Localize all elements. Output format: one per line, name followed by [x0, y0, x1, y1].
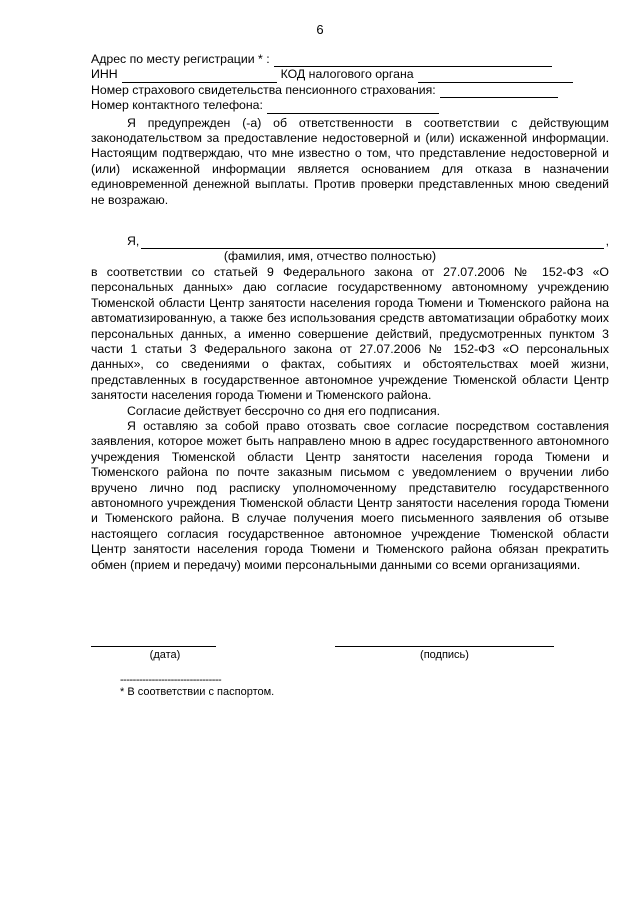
i-prefix: Я, — [127, 234, 140, 249]
tax-code-line[interactable] — [418, 70, 573, 83]
inn-label: ИНН — [91, 67, 118, 82]
address-label: Адрес по месту регистрации * : — [91, 52, 270, 66]
i-suffix: , — [605, 234, 609, 249]
full-name-line[interactable] — [141, 236, 603, 249]
address-line[interactable] — [274, 54, 552, 67]
phone-field — [91, 98, 609, 113]
date-caption: (дата) — [149, 649, 181, 661]
tax-code-label: КОД налогового органа — [280, 67, 414, 82]
footnote — [120, 674, 274, 698]
signature-line[interactable] — [335, 646, 554, 647]
pension-label: Номер страхового свидетельства пенсионного страхования: — [91, 82, 436, 97]
document-body — [91, 52, 609, 573]
name-line-row — [91, 234, 609, 249]
signature-caption: (подпись) — [420, 649, 469, 661]
address-field — [91, 52, 609, 67]
phone-line[interactable] — [267, 101, 439, 114]
footnote-separator: -------------------------------- — [120, 674, 222, 686]
pension-line[interactable] — [440, 85, 558, 98]
phone-label: Номер контактного телефона: — [91, 98, 263, 113]
warning-paragraph: Я предупрежден (-а) об ответственности в соответствии с действующим законодательством за предоставление недостоверной и (или) искаженной информации. Настоящим подтверждаю, что мне известно о том, что представление недостоверной и (или) искаженной информации является основанием для отказа в назначении единовременной денежной выплаты. Против проверки представленных мною сведений не возражаю. — [91, 115, 609, 207]
page-number: 6 — [316, 22, 324, 37]
name-caption: (фамилия, имя, отчество полностью) — [223, 249, 437, 264]
revocation-paragraph: Я оставляю за собой право отозвать свое согласие посредством составления заявления, которое может быть направлено мною в адрес государственного автономного учреждения Тюменской области Центр занятости населения города Тюмени и Тюменского района по почте заказным письмом с уведомлением о вручении либо вручено лично под расписку уполномоченному представителю государственного автономного учреждения Тюменской области Центр занятости населения города Тюмени и Тюменского района. В случае получения моего письменного заявления об отзыве настоящего согласия государственное автономное учреждение Тюменской области Центр занятости населения города Тюмени и Тюменского района обязан прекратить обмен (прием и передачу) моими персональными данными со всеми организациями. — [91, 418, 609, 572]
footnote-text: * В соответствии с паспортом. — [120, 686, 275, 698]
date-line[interactable] — [91, 646, 216, 647]
consent-paragraph: в соответствии со статьей 9 Федерального закона от 27.07.2006 № 152-ФЗ «О персональных данных» даю согласие государственному автономному учреждению Тюменской области Центр занятости населения города Тюмени и Тюменского района на автоматизированную, а также без использования средств автоматизации обработку моих персональных данных, а именно совершение действий, предусмотренных пунктом 3 части 1 статьи 3 Федерального закона от 27.07.2006 № 152-ФЗ «О персональных данных», со сведениями о фактах, событиях и обстоятельствах моей жизни, представленных в государственное автономное учреждение Тюменской области Центр занятости населения города Тюмени и Тюменского района. — [91, 264, 609, 403]
inn-line[interactable] — [122, 70, 277, 83]
inn-tax-row — [91, 67, 609, 82]
validity-paragraph: Согласие действует бессрочно со дня его подписания. — [127, 403, 441, 418]
pension-field — [91, 83, 609, 98]
